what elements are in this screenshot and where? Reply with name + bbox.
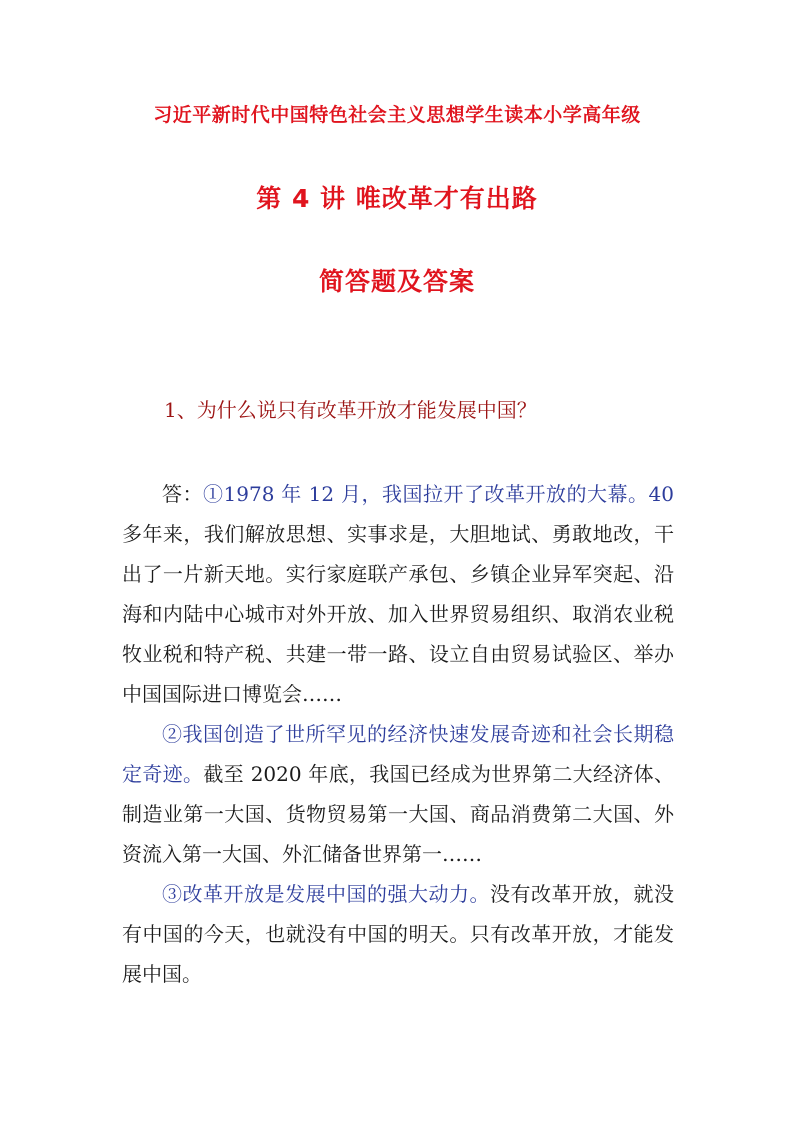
section-title: 简答题及答案 <box>318 267 475 296</box>
answer-3-text: 没有改革开放，就没有中国的今天，也就没有中国的明天。只有改革开放，才能发展中国。 <box>122 882 674 986</box>
answer-body <box>122 474 674 994</box>
lecture-title: 第 4 讲 唯改革才有出路 <box>256 184 538 213</box>
answer-paragraph-3 <box>122 874 674 994</box>
answer-1-highlight: ①1978 年 12 月，我国拉开了改革开放的大幕。40 <box>203 482 674 506</box>
answer-3-highlight: ③改革开放是发展中国的强大动力。 <box>162 882 490 906</box>
answer-paragraph-2 <box>122 714 674 874</box>
answer-1-text: 多年来，我们解放思想、实事求是，大胆地试、勇敢地改，干出了一片新天地。实行家庭联产承包、乡镇企业异军突起、沿海和内陆中心城市对外开放、加入世界贸易组织、取消农业税牧业税和特产税、共建一带一路、设立自由贸易试验区、举办中国国际进口博览会…… <box>122 522 674 706</box>
answer-2-highlight: ②我国创造了世所罕见的经济快速发展奇迹和社会长期稳定奇迹。 <box>122 722 674 786</box>
question-heading: 1、为什么说只有改革开放才能发展中国？ <box>164 398 537 422</box>
book-title: 习近平新时代中国特色社会主义思想学生读本小学高年级 <box>153 104 641 126</box>
answer-2-text: 截至 2020 年底，我国已经成为世界第二大经济体、制造业第一大国、货物贸易第一大国、商品消费第二大国、外资流入第一大国、外汇储备世界第一…… <box>122 762 674 866</box>
answer-paragraph-1 <box>122 474 674 714</box>
answer-prefix: 答： <box>162 482 204 506</box>
